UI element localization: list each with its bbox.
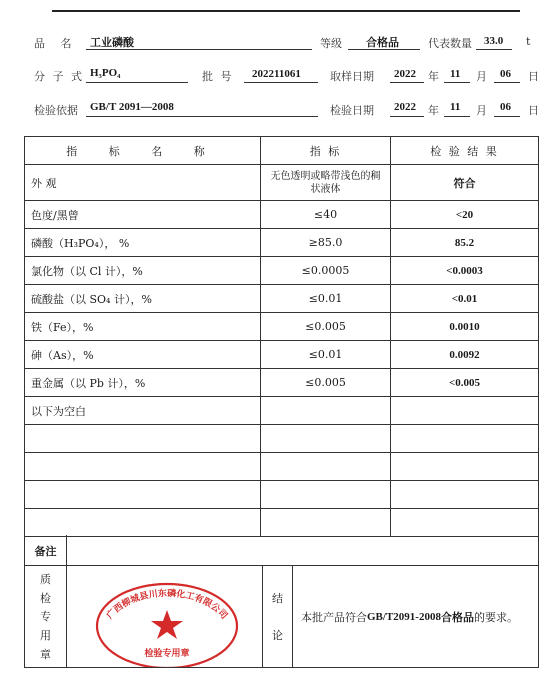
grade-label: 等级: [320, 37, 342, 50]
table-row: [25, 453, 539, 481]
standard-value: [261, 397, 391, 425]
table-row: [25, 165, 539, 201]
standard-value: ≤0.005: [261, 313, 391, 341]
grade-value: 合格品: [366, 36, 399, 49]
qc-char: 质: [40, 573, 51, 587]
footer-section: [24, 535, 539, 668]
sample-day-underline: [494, 82, 520, 83]
conclusion-text: [301, 566, 537, 667]
table-row: [25, 285, 539, 313]
item-name: 砷（As），%: [25, 341, 261, 369]
sample-month: 11: [450, 68, 461, 80]
sample-month-char: 月: [476, 70, 487, 83]
qty-label: 代表数量: [428, 37, 472, 50]
inspect-day-char: 日: [528, 104, 539, 117]
conclusion-char: 结: [272, 592, 283, 606]
conclusion-standard: GB/T2091-2008: [367, 610, 441, 623]
table-row: [25, 313, 539, 341]
inspect-month-char: 月: [476, 104, 487, 117]
basis-label: 检验依据: [34, 104, 78, 117]
conclusion-char: 论: [272, 628, 283, 642]
result-value: <20: [391, 201, 539, 229]
qc-char: 专: [40, 610, 51, 624]
sample-year: 2022: [394, 68, 416, 80]
result-value: [391, 397, 539, 425]
seal-label-text: 检验专用章: [144, 649, 190, 659]
result-value: [391, 509, 539, 537]
standard-value: [261, 481, 391, 509]
seal-company-text: 广西柳城县川东磷化工有限公司: [105, 588, 229, 622]
item-name: 磷酸（H₃PO₄）， %: [25, 229, 261, 257]
table-row: [25, 397, 539, 425]
formula-underline: [86, 82, 188, 83]
qc-char: 章: [40, 647, 51, 661]
batch-value: 202211061: [252, 68, 301, 80]
batch-underline: [244, 82, 318, 83]
inspect-date-label: 检验日期: [330, 104, 374, 117]
item-name: [25, 481, 261, 509]
standard-value: [261, 453, 391, 481]
qty-underline: [476, 49, 512, 50]
item-name: [25, 453, 261, 481]
top-rule: [52, 10, 520, 12]
product-label: 品 名: [34, 37, 78, 50]
standard-value: ≤0.01: [261, 341, 391, 369]
table-row: [25, 201, 539, 229]
item-name: 铁（Fe），%: [25, 313, 261, 341]
qc-char: 检: [40, 591, 51, 605]
product-underline: [86, 49, 312, 50]
qc-char: 用: [40, 629, 51, 643]
qty-value: 33.0: [484, 35, 504, 47]
qty-unit: t: [526, 35, 531, 48]
inspection-seal: [67, 566, 263, 667]
table-row: [25, 257, 539, 285]
inspection-table: [24, 136, 539, 537]
sample-year-underline: [390, 82, 424, 83]
standard-value: 无色透明或略带浅色的稠状液体: [261, 165, 391, 201]
result-value: <0.005: [391, 369, 539, 397]
result-value: 符合: [391, 165, 539, 201]
batch-label: 批 号: [202, 70, 234, 83]
formula-value: H₃PO₄: [90, 67, 121, 79]
result-value: 85.2: [391, 229, 539, 257]
grade-underline: [348, 49, 420, 50]
table-row: [25, 481, 539, 509]
item-name: 重金属（以 Pb 计），%: [25, 369, 261, 397]
table-row: [25, 509, 539, 537]
inspect-year-underline: [390, 116, 424, 117]
sample-year-char: 年: [428, 70, 439, 83]
result-value: 0.0010: [391, 313, 539, 341]
result-value: <0.0003: [391, 257, 539, 285]
result-value: [391, 453, 539, 481]
item-name: 色度/黑曾: [25, 201, 261, 229]
result-value: [391, 481, 539, 509]
inspect-day-underline: [494, 116, 520, 117]
item-name: 硫酸盐（以 SO₄ 计），%: [25, 285, 261, 313]
product-value: 工业磷酸: [90, 36, 134, 49]
table-row: [25, 229, 539, 257]
result-value: 0.0092: [391, 341, 539, 369]
sample-day: 06: [500, 68, 511, 80]
table-row: [25, 369, 539, 397]
inspect-day: 06: [500, 101, 511, 113]
item-name: 以下为空白: [25, 397, 261, 425]
standard-value: ≤0.005: [261, 369, 391, 397]
note-row: [25, 535, 538, 566]
table-row: [25, 425, 539, 453]
standard-value: ≥85.0: [261, 229, 391, 257]
standard-value: ≤40: [261, 201, 391, 229]
item-name: 外 观: [25, 165, 261, 201]
qc-stamp-label: [25, 566, 67, 667]
item-name: [25, 425, 261, 453]
inspect-year: 2022: [394, 101, 416, 113]
inspect-month: 11: [450, 101, 461, 113]
conclusion-pre: 本批产品符合: [301, 610, 367, 624]
conclusion-post: 的要求。: [473, 610, 518, 624]
item-name: [25, 509, 261, 537]
result-value: <0.01: [391, 285, 539, 313]
col-std-header: 指 标: [261, 137, 391, 165]
sample-month-underline: [444, 82, 470, 83]
stamp-area: [67, 566, 263, 667]
sample-date-label: 取样日期: [330, 70, 374, 83]
col-result-header: 检 验 结 果: [391, 137, 539, 165]
inspect-year-char: 年: [428, 104, 439, 117]
conclusion-grade: 合格品: [440, 611, 474, 624]
item-name: 氯化物（以 Cl 计），%: [25, 257, 261, 285]
standard-value: ≤0.0005: [261, 257, 391, 285]
result-value: [391, 425, 539, 453]
standard-value: ≤0.01: [261, 285, 391, 313]
table-row: [25, 341, 539, 369]
basis-value: GB/T 2091—2008: [90, 101, 174, 113]
standard-value: [261, 425, 391, 453]
standard-value: [261, 509, 391, 537]
col-item-header: 指 标 名 称: [25, 137, 261, 165]
inspect-month-underline: [444, 116, 470, 117]
sample-day-char: 日: [528, 70, 539, 83]
conclusion-label: [263, 566, 293, 667]
note-label: 备注: [25, 535, 67, 566]
basis-underline: [86, 116, 318, 117]
formula-label: 分 子 式: [34, 70, 84, 83]
table-header-row: [25, 137, 539, 165]
